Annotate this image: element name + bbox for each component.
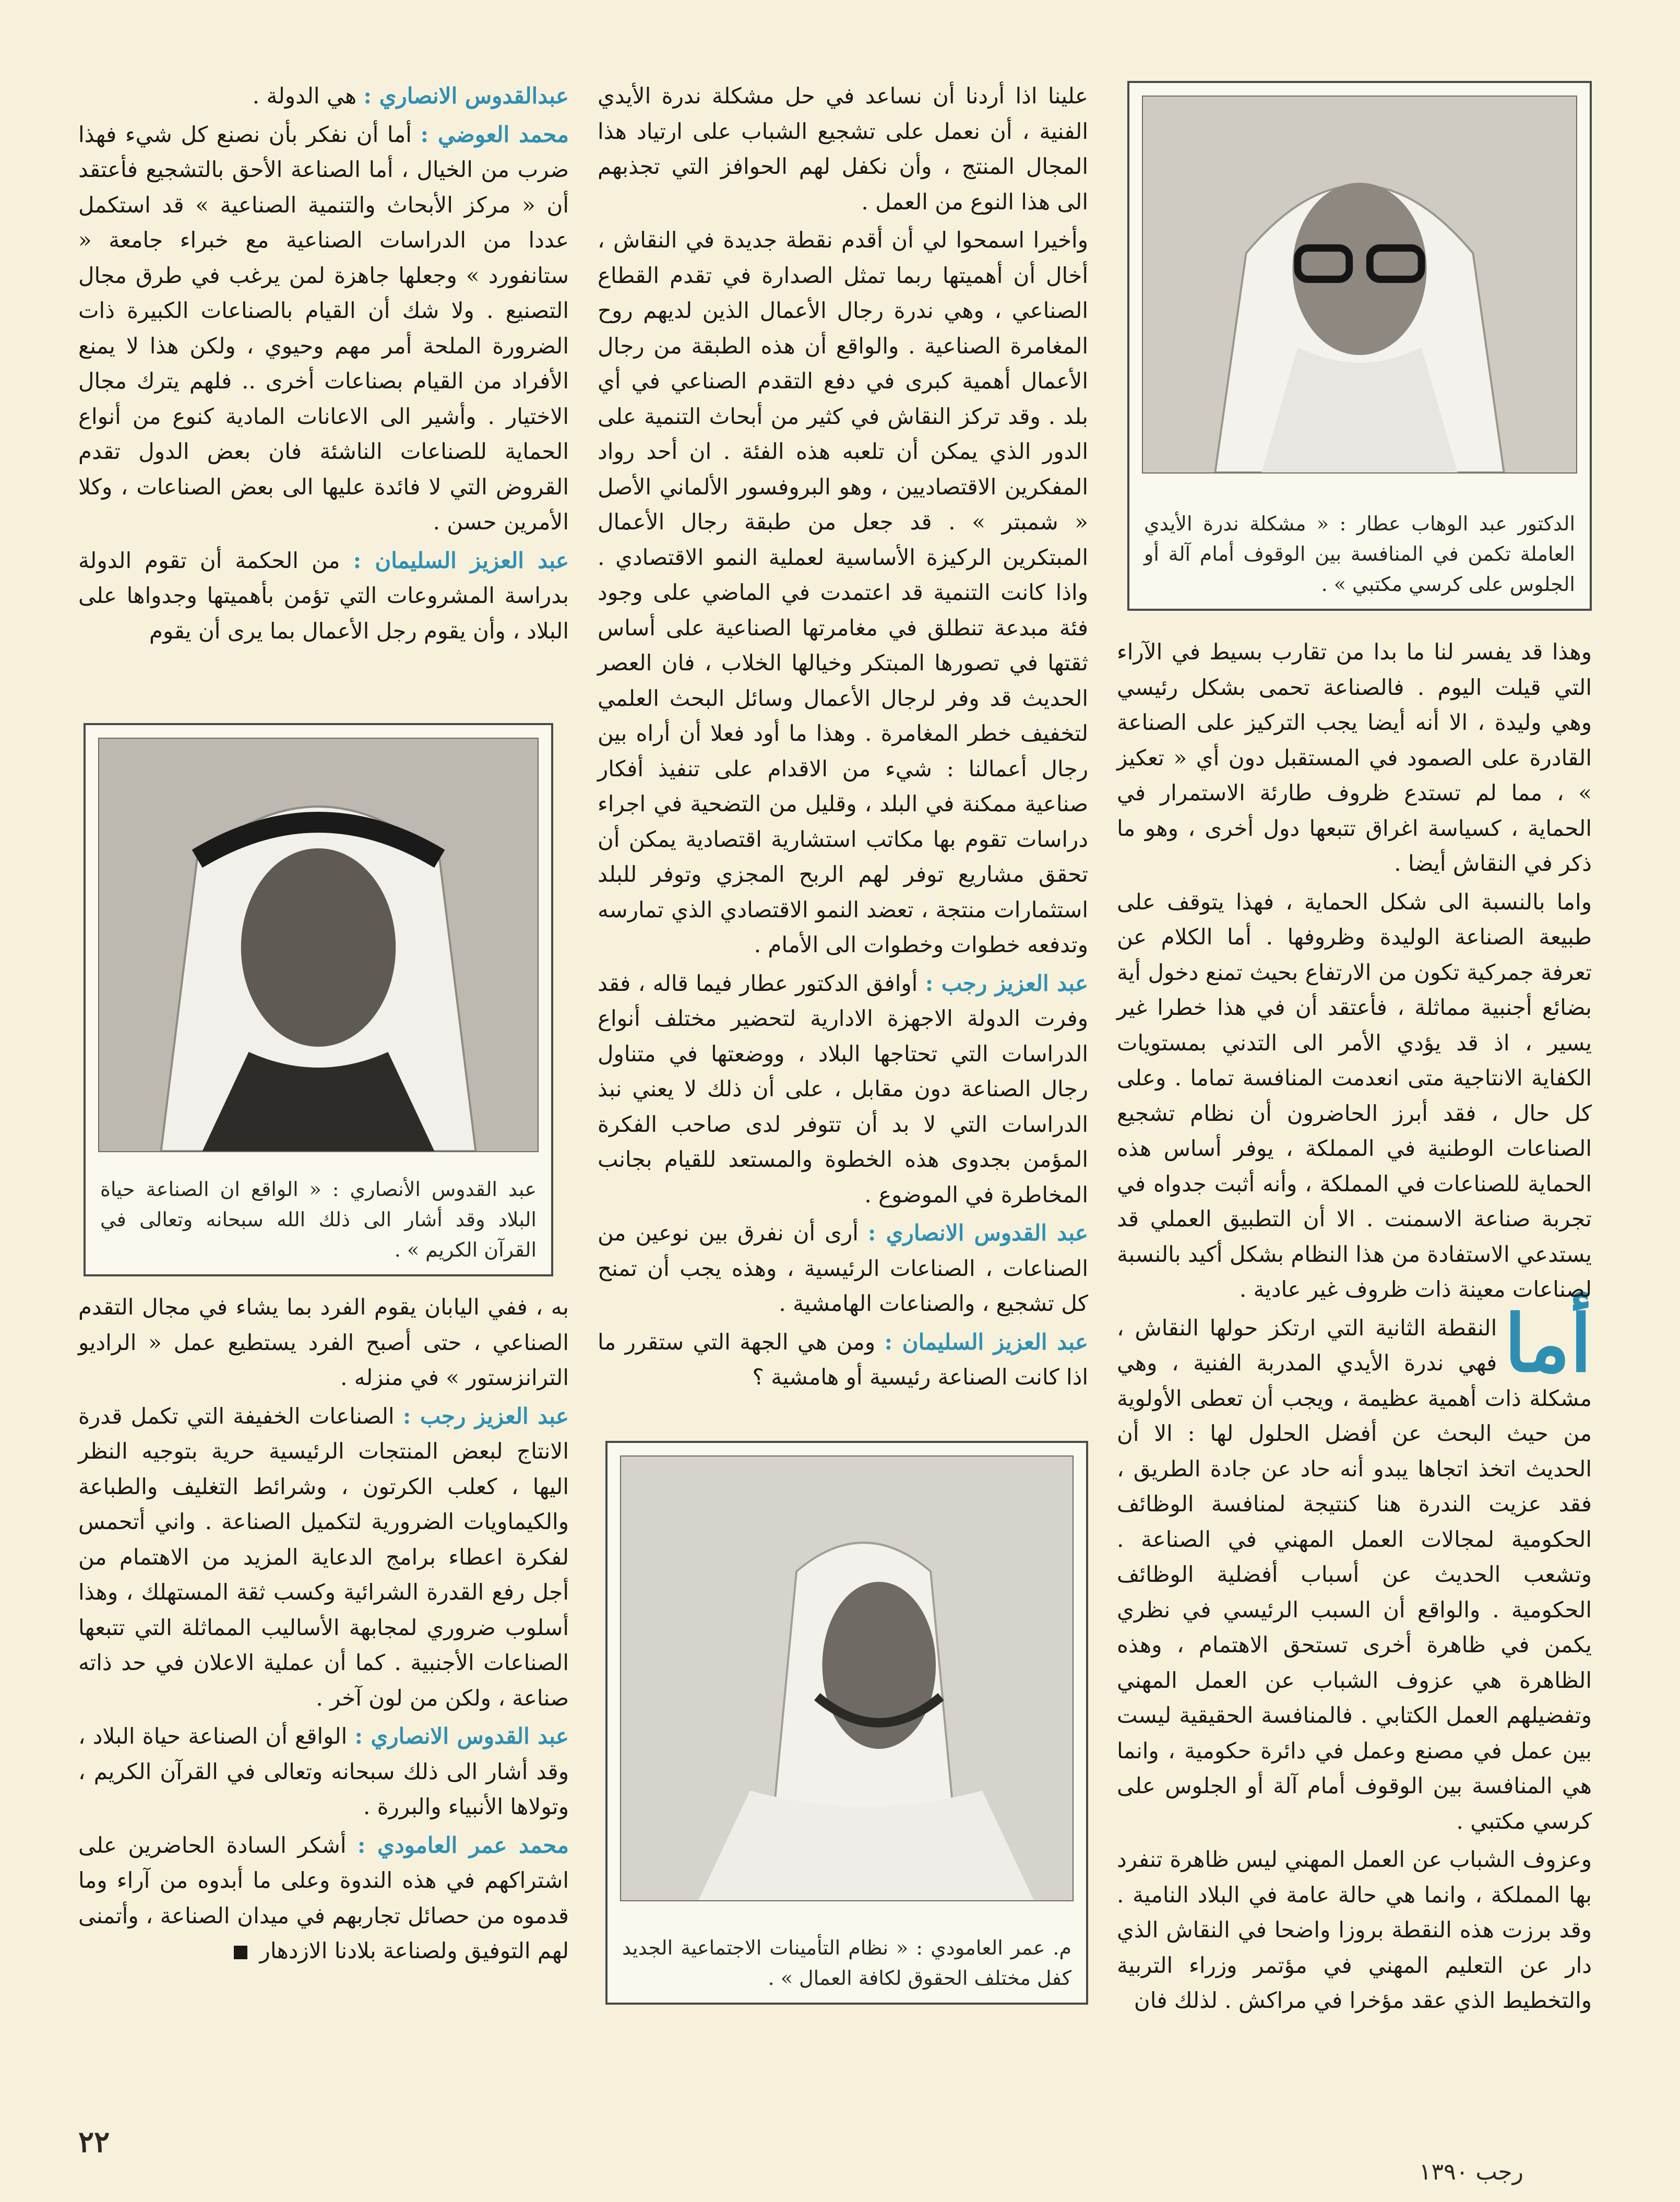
portrait-ansari-image (98, 738, 539, 1152)
photo-attar-caption: الدكتور عبد الوهاب عطار : « مشكلة ندرة الأيدي العاملة تكمن في المنافسة بين الوقوف أمام آلة أو الجلوس على كرسي مكتبي » . (1144, 512, 1575, 596)
issue-date: رجب ١٣٩٠ (1419, 2159, 1523, 2185)
paragraph: أما النقطة الثانية التي ارتكز حولها النقاش ، فهي ندرة الأيدي المدربة الفنية ، وهي مشكلة ذات أهمية عظيمة ، ويجب أن تعطى الأولوية من حيث البحث عن أفضل الحلول لها : الا أن الحديث اتخذ اتجاها يبدو أنه حاد عن جادة الطريق ، فقد عزيت الندرة هنا كنتيجة لمنافسة الوظائف الحكومية لمجالات العمل المهني في الصناعة . وتشعب الحديث عن أسباب أفضلية الوظائف الحكومية . والواقع أن السبب الرئيسي في نظري يكمن في ظاهرة أخرى تستحق الاهتمام ، وهذه الظاهرة هي عزوف الشباب عن العمل المهني وتفضيلهم العمل الكتابي . فالمنافسة الحقيقية ليست بين عمل في مصنع وعمل في دائرة حكومية ، وانما هي المنافسة بين الوقوف أمام آلة أو الجلوس على كرسي مكتبي . (1117, 1297, 1592, 1834)
column-left-bottom (78, 1289, 569, 1972)
drop-initial: أما (1504, 1297, 1592, 1390)
speaker-name: محمد عمر العامودي : (357, 1832, 569, 1858)
paragraph: وعزوف الشباب عن العمل المهني ليس ظاهرة تنفرد بها المملكة ، وانما هي حالة عامة في البلاد النامية . وقد برزت هذه النقطة بروزا واضحا في النقاش الذي دار عن التعليم المهني في مؤتمر وزراء التربية والتخطيط الذي عقد مؤخرا في مراكش . لذلك فان (1117, 1846, 1592, 2013)
paragraph: عبد القدوس الانصاري : الواقع أن الصناعة حياة البلاد ، وقد أشار الى ذلك سبحانه وتعالى في القرآن الكريم ، وتولاها الأنبياء والبررة . (78, 1723, 569, 1819)
speaker-name: عبد العزيز رجب : (402, 1403, 569, 1429)
photo-ansari (84, 723, 553, 1276)
paragraph: عبد العزيز السليمان : ومن هي الجهة التي ستقرر ما اذا كانت الصناعة رئيسية أو هامشية ؟ (598, 1329, 1088, 1390)
speaker-name: عبد العزيز السليمان : (884, 1329, 1088, 1355)
speaker-name: عبد القدوس الانصاري : (354, 1723, 569, 1749)
column-left-top (78, 78, 569, 652)
portrait-attar-image (1142, 96, 1577, 473)
paragraph: وأخيرا اسمحوا لي أن أقدم نقطة جديدة في النقاش ، أخال أن أهميتها ربما تمثل الصدارة في تقدم القطاع الصناعي ، وهي ندرة رجال الأعمال الذين لديهم روح المغامرة الصناعية . والواقع أن هذه الطبقة من رجال الأعمال أهمية كبرى في دفع التقدم الصناعي في أي بلد . وقد تركز النقاش في كثير من أبحاث التنمية على الدور الذي يمكن أن تلعبه هذه الفئة . ان أحد رواد المفكرين الاقتصاديين ، وهو البروفسور الألماني الأصل « شمبتر » . قد جعل من طبقة رجال الأعمال المبتكرين الركيزة الأساسية لعملية النمو الاقتصادي . واذا كانت التنمية قد اعتمدت في الماضي على وجود فئة مبدعة تنطلق في مغامرتها الصناعية على أساس ثقتها في تصورها المبتكر وخيالها الخلاب ، فان العصر الحديث قد وفر لرجال الأعمال وسائل البحث العلمي لتخفيف خطر المغامرة . وهذا ما أود فعلا أن أراه بين رجال أعمالنا : شيء من الاقدام على تنفيذ أفكار صناعية ممكنة في البلد ، وقليل من التضحية في اجراء دراسات تقوم بها مكاتب استشارية اقتصادية يمكن أن تحقق مشاريع توفر لهم الربح المجزي وتوفر للبلد استثمارات منتجة ، تعضد النمو الاقتصادي الذي تمارسه وتدفعه خطوات وخطوات الى الأمام . (598, 227, 1088, 957)
paragraph: عبد القدوس الانصاري : أرى أن نفرق بين نوعين من الصناعات ، الصناعات الرئيسية ، وهذه يجب أن تمنح كل تشجيع ، والصناعات الهامشية . (598, 1220, 1088, 1316)
paragraph: به ، ففي اليابان يقوم الفرد بما يشاء في مجال التقدم الصناعي ، حتى أصبح الفرد يستطيع عمل « الراديو الترانزستور » في منزله . (78, 1294, 569, 1390)
speaker-name: عبد العزيز السليمان : (353, 547, 569, 573)
portrait-amoudi-image (620, 1455, 1074, 1901)
paragraph: عبد العزيز السليمان : من الحكمة أن تقوم الدولة بدراسة المشروعات التي تؤمن بأهميتها وجدواها على البلاد ، وأن يقوم رجل الأعمال بما يرى أن يقوم (78, 547, 569, 644)
column-right (1117, 634, 1592, 2021)
paragraph: واما بالنسبة الى شكل الحماية ، فهذا يتوقف على طبيعة الصناعة الوليدة وظروفها . أما الكلام عن تعرفة جمركية تكون من الارتفاع بحيث تمنع دخول أية بضائع أجنبية مماثلة ، فأعتقد أن في هذا خطرا غير يسير ، اذ قد يؤدي الأمر الى التدني بمستويات الكفاية الانتاجية متى انعدمت المنافسة تماما . وعلى كل حال ، فقد أبرز الحاضرون أن نظام تشجيع الصناعات الوطنية في المملكة ، يوفر أساس هذه الحماية للصناعات في المملكة ، وأنه أثبت جدواه في تجربة صناعة الاسمنت . الا أن التطبيق العملي قد يستدعي الاستفادة من هذا النظام بشكل أكيد بالنسبة لصناعات معينة ذات ظروف غير عادية . (1117, 889, 1592, 1302)
page-number: ٢٢ (78, 2125, 110, 2159)
speaker-name: عبد القدوس الانصاري : (867, 1220, 1088, 1246)
photo-ansari-caption: عبد القدوس الأنصاري : « الواقع ان الصناعة حياة البلاد وقد أشار الى ذلك الله سبحانه وتعالى في القرآن الكريم » . (100, 1178, 537, 1261)
paragraph: علينا اذا أردنا أن نساعد في حل مشكلة ندرة الأيدي الفنية ، أن نعمل على تشجيع الشباب على ارتياد هذا المجال المنتج ، وأن نكفل لهم الحوافز التي تجذبهم الى هذا النوع من العمل . (598, 83, 1088, 215)
speaker-name: عبد العزيز رجب : (925, 970, 1088, 996)
speaker-name: محمد العوضي : (420, 121, 569, 147)
paragraph: وهذا قد يفسر لنا ما بدا من تقارب بسيط في الآراء التي قيلت اليوم . فالصناعة تحمى بشكل رئيسي وهي وليدة ، الا أنه أيضا يجب التركيز على الصناعة القادرة على الصمود في المستقبل دون أي « تعكيز » ، مما لم تستدع ظروف طارئة الاستمرار في الحماية ، كسياسة اغراق تتبعها دول أخرى ، وهو ما ذكر في النقاش أيضا . (1117, 639, 1592, 876)
photo-amoudi-caption: م. عمر العامودي : « نظام التأمينات الاجتماعية الجديد كفل مختلف الحقوق لكافة العمال » . (622, 1936, 1071, 1990)
end-mark (234, 1946, 247, 1959)
photo-attar (1127, 81, 1592, 611)
column-middle (598, 78, 1088, 1398)
paragraph: محمد عمر العامودي : أشكر السادة الحاضرين على اشتراكهم في هذه الندوة وعلى ما أبدوه من آراء وما قدموه من حصائل تجاربهم في ميدان الصناعة ، وأتمنى لهم التوفيق ولصناعة بلادنا الازدهار (78, 1832, 569, 1963)
paragraph: محمد العوضي : أما أن نفكر بأن نصنع كل شيء فهذا ضرب من الخيال ، أما الصناعة الأحق بالتشجيع فأعتقد أن « مركز الأبحاث والتنمية الصناعية » قد استكمل عددا من الدراسات الصناعية مع خبراء جامعة « ستانفورد » وجعلها جاهزة لمن يرغب في طرق مجال التصنيع . ولا شك أن القيام بالصناعات الكبيرة ذات الضرورة الملحة أمر مهم وحيوي ، ولكن هذا لا يمنع الأفراد من القيام بصناعات أخرى .. فلهم يترك مجال الاختيار . وأشير الى الاعانات المادية كنوع من أنواع الحماية للصناعات الناشئة فان بعض الدول تقدم القروض التي لا فائدة عليها الى بعض الصناعات ، وكلا الأمرين حسن . (78, 121, 569, 535)
photo-amoudi (605, 1441, 1088, 2005)
paragraph: عبد العزيز رجب : أوافق الدكتور عطار فيما قاله ، فقد وفرت الدولة الاجهزة الادارية لتحضير مختلف أنواع الدراسات التي تحتاجها البلاد ، ووضعتها في متناول رجال الصناعة دون مقابل ، على أن ذلك لا يعني نبذ الدراسات التي لا بد أن تتوفر لدى صاحب الفكرة المؤمن بجدوى هذه الخطوة والمستعد للقيام بجانب المخاطرة في الموضوع . (598, 970, 1088, 1207)
speaker-name: عبدالقدوس الانصاري : (363, 83, 569, 109)
paragraph: عبدالقدوس الانصاري : هي الدولة . (252, 83, 569, 109)
paragraph: عبد العزيز رجب : الصناعات الخفيفة التي تكمل قدرة الانتاج لبعض المنتجات الرئيسية حرية بتوجيه النظر اليها ، كعلب الكرتون ، وشرائط التغليف والطباعة والكيماويات الضرورية لتكميل الصناعة . واني أتحمس لفكرة اعطاء برامج الدعاية المزيد من الاهتمام من أجل رفع القدرة الشرائية وكسب ثقة المستهلك ، وهذا أسلوب ضروري لمجابهة الأساليب المماثلة التي تتبعها الصناعات الأجنبية . كما أن عملية الاعلان في حد ذاته صناعة ، ولكن من لون آخر . (78, 1403, 569, 1711)
